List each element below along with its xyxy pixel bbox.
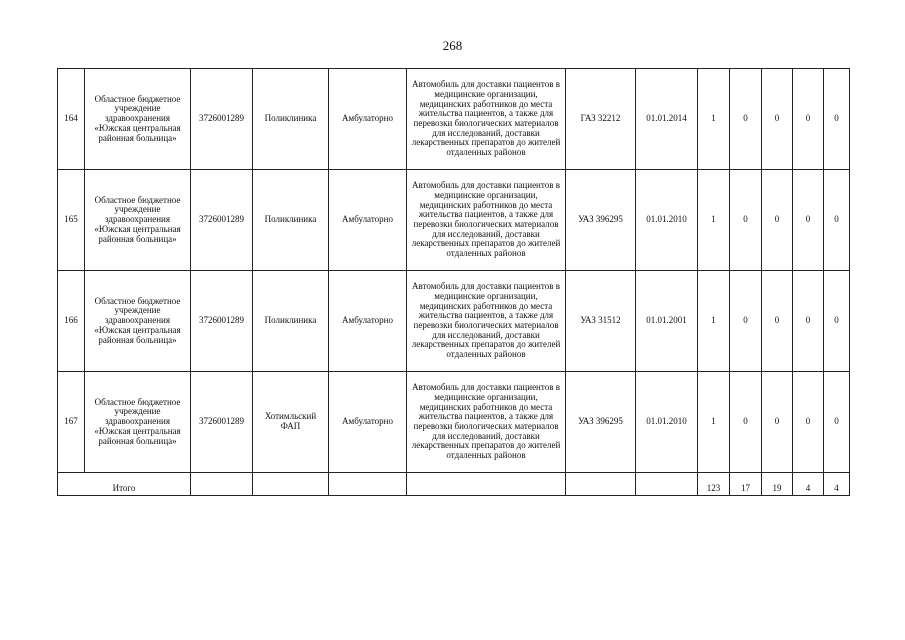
vehicle-purpose: Автомобиль для доставки пациентов в медицинские организации, медицинских работников до места жительства пациентов, а также для перевозки биологических материалов для исследований, доставки лекарственных препаратов до жителей отдаленных районов	[407, 170, 566, 271]
row-number: 167	[58, 372, 85, 473]
count-cell: 0	[824, 271, 850, 372]
subdivision: Поликлиника	[253, 271, 329, 372]
total-count-cell: 17	[730, 473, 762, 496]
vehicle-model: УАЗ 31512	[566, 271, 636, 372]
count-cell: 0	[793, 271, 824, 372]
commission-date: 01.01.2001	[636, 271, 698, 372]
empty-cell	[407, 473, 566, 496]
empty-cell	[329, 473, 407, 496]
subdivision: Поликлиника	[253, 69, 329, 170]
count-cell: 0	[762, 170, 793, 271]
inn-code: 3726001289	[191, 372, 253, 473]
care-type: Амбулаторно	[329, 69, 407, 170]
organization-name: Областное бюджетное учреждение здравоохранения «Южская центральная районная больница»	[85, 271, 191, 372]
count-cell: 0	[730, 170, 762, 271]
care-type: Амбулаторно	[329, 372, 407, 473]
organization-name: Областное бюджетное учреждение здравоохранения «Южская центральная районная больница»	[85, 69, 191, 170]
vehicle-registry-table	[57, 68, 850, 496]
care-type: Амбулаторно	[329, 170, 407, 271]
vehicle-purpose: Автомобиль для доставки пациентов в медицинские организации, медицинских работников до места жительства пациентов, а также для перевозки биологических материалов для исследований, доставки лекарственных препаратов до жителей отдаленных районов	[407, 372, 566, 473]
vehicle-model: УАЗ 396295	[566, 170, 636, 271]
table-row	[58, 271, 850, 372]
count-cell: 0	[824, 372, 850, 473]
subdivision: Поликлиника	[253, 170, 329, 271]
organization-name: Областное бюджетное учреждение здравоохранения «Южская центральная районная больница»	[85, 372, 191, 473]
table-row	[58, 69, 850, 170]
vehicle-model: ГАЗ 32212	[566, 69, 636, 170]
count-cell: 0	[824, 170, 850, 271]
empty-cell	[636, 473, 698, 496]
count-cell: 1	[698, 170, 730, 271]
total-count-cell: 4	[793, 473, 824, 496]
vehicle-purpose: Автомобиль для доставки пациентов в медицинские организации, медицинских работников до места жительства пациентов, а также для перевозки биологических материалов для исследований, доставки лекарственных препаратов до жителей отдаленных районов	[407, 69, 566, 170]
table-row	[58, 372, 850, 473]
empty-cell	[566, 473, 636, 496]
count-cell: 0	[793, 69, 824, 170]
count-cell: 0	[762, 69, 793, 170]
count-cell: 1	[698, 372, 730, 473]
total-label: Итого	[58, 473, 191, 496]
empty-cell	[253, 473, 329, 496]
commission-date: 01.01.2014	[636, 69, 698, 170]
page-number: 268	[442, 38, 463, 53]
commission-date: 01.01.2010	[636, 170, 698, 271]
count-cell: 0	[793, 170, 824, 271]
total-count-cell: 4	[824, 473, 850, 496]
count-cell: 0	[793, 372, 824, 473]
count-cell: 0	[762, 271, 793, 372]
subdivision: Хотимльский ФАП	[253, 372, 329, 473]
inn-code: 3726001289	[191, 271, 253, 372]
count-cell: 0	[762, 372, 793, 473]
empty-cell	[191, 473, 253, 496]
inn-code: 3726001289	[191, 69, 253, 170]
count-cell: 1	[698, 271, 730, 372]
count-cell: 0	[824, 69, 850, 170]
count-cell: 1	[698, 69, 730, 170]
count-cell: 0	[730, 271, 762, 372]
care-type: Амбулаторно	[329, 271, 407, 372]
count-cell: 0	[730, 372, 762, 473]
table-row	[58, 170, 850, 271]
inn-code: 3726001289	[191, 170, 253, 271]
vehicle-purpose: Автомобиль для доставки пациентов в медицинские организации, медицинских работников до места жительства пациентов, а также для перевозки биологических материалов для исследований, доставки лекарственных препаратов до жителей отдаленных районов	[407, 271, 566, 372]
commission-date: 01.01.2010	[636, 372, 698, 473]
total-count-cell: 123	[698, 473, 730, 496]
organization-name: Областное бюджетное учреждение здравоохранения «Южская центральная районная больница»	[85, 170, 191, 271]
count-cell: 0	[730, 69, 762, 170]
vehicle-model: УАЗ 396295	[566, 372, 636, 473]
row-number: 166	[58, 271, 85, 372]
total-row	[58, 473, 850, 496]
row-number: 164	[58, 69, 85, 170]
total-count-cell: 19	[762, 473, 793, 496]
row-number: 165	[58, 170, 85, 271]
